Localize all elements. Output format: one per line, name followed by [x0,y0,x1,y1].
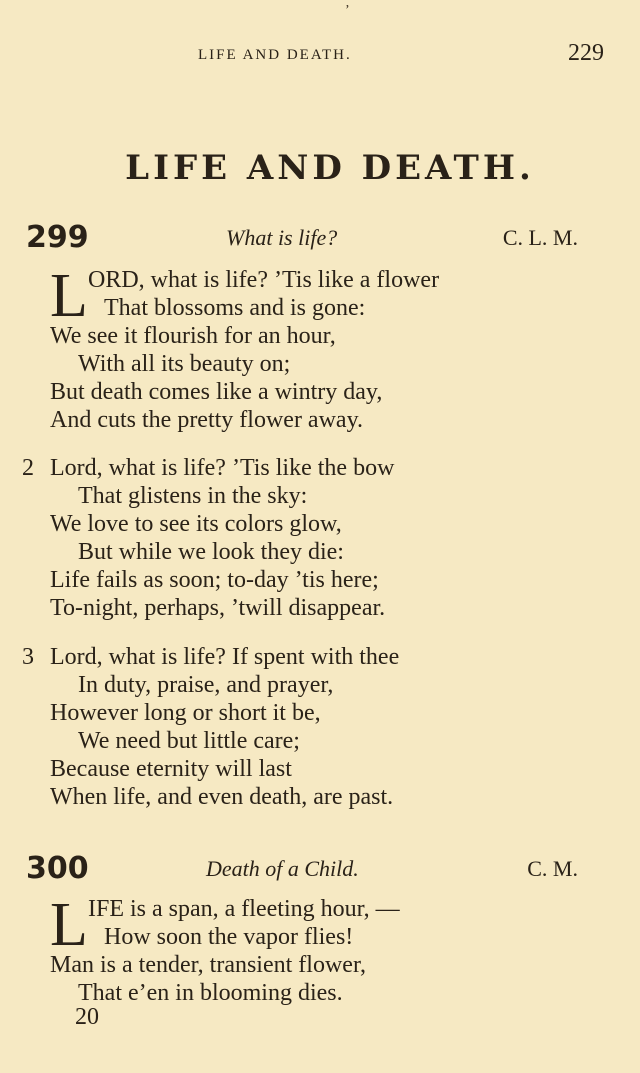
verse-number: 2 [22,455,34,481]
hymn-header [26,220,578,256]
verse-line: Lord, what is life? If spent with thee [50,644,400,670]
verse-line: ORD, what is life? ’Tis like a flower [88,267,440,293]
verse-line: But death comes like a wintry day, [50,379,383,405]
verse-line: In duty, praise, and prayer, [78,672,334,698]
running-header: LIFE AND DEATH. [198,47,352,63]
verse-line: Man is a tender, transient flower, [50,952,366,978]
verse-line: We love to see its colors glow, [50,511,342,537]
verse-line: That glistens in the sky: [78,483,308,509]
verse-line: We need but little care; [78,728,300,754]
hymn-meter: C. L. M. [502,225,578,250]
section-title: LIFE AND DEATH. [125,148,535,188]
verse-line: To-night, perhaps, ’twill disappear. [50,595,386,621]
ink-mark: ’ [345,3,350,18]
verse-line: Life fails as soon; to-day ’tis here; [50,567,379,593]
drop-cap: L [50,891,88,959]
verse-line: We see it flourish for an hour, [50,323,336,349]
hymn-number: 300 [26,851,89,886]
verse-line: How soon the vapor flies! [104,924,354,950]
verse-line: Because eternity will last [50,756,292,782]
verse-number: 3 [22,644,34,670]
verse-line: But while we look they die: [78,539,344,565]
hymn-title: What is life? [226,225,338,250]
drop-cap: L [50,262,88,330]
verse-line: That e’en in blooming dies. [78,980,343,1006]
hymn-number: 299 [26,220,89,255]
hymn-meter: C. M. [527,856,578,881]
signature-mark: 20 [75,1004,99,1030]
page-number: 229 [568,40,604,66]
verse-line: When life, and even death, are past. [50,784,394,810]
verse-line: However long or short it be, [50,700,321,726]
hymn-title: Death of a Child. [206,856,359,881]
verse-line: That blossoms and is gone: [104,295,366,321]
verse-line: And cuts the pretty flower away. [50,407,364,433]
verse-line: Lord, what is life? ’Tis like the bow [50,455,395,481]
hymn-header [26,851,578,887]
verse-line: With all its beauty on; [78,351,291,377]
verse-line: IFE is a span, a fleeting hour, — [88,896,400,922]
